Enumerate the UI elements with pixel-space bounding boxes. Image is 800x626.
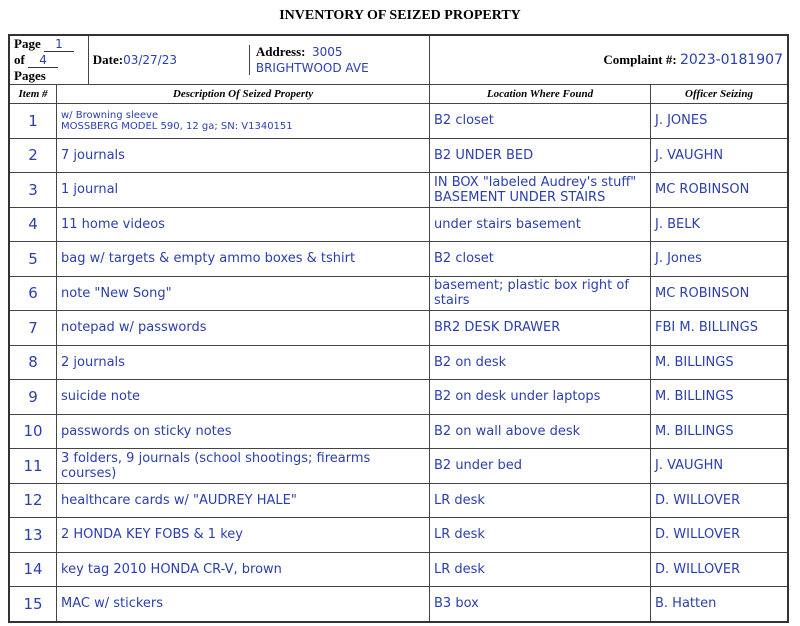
date-address-field — [88, 35, 429, 85]
officer: FBI M. BILLINGS — [651, 311, 789, 346]
table-row — [9, 380, 788, 415]
location: LR desk — [430, 518, 651, 553]
table-row — [9, 518, 788, 553]
complaint-field — [430, 35, 789, 85]
address-label: Address: — [255, 44, 306, 59]
table-row — [9, 311, 788, 346]
page-label: Page — [14, 36, 41, 51]
item-number: 4 — [9, 207, 57, 242]
officer: D. WILLOVER — [651, 483, 789, 518]
officer: J. VAUGHN — [651, 138, 789, 173]
date-value: 03/27/23 — [123, 53, 177, 67]
address-value: 3005 BRIGHTWOOD AVE — [255, 45, 369, 75]
description: 2 HONDA KEY FOBS & 1 key — [57, 518, 430, 553]
item-number: 8 — [9, 345, 57, 380]
of-label: of — [14, 52, 25, 67]
description: healthcare cards w/ "AUDREY HALE" — [57, 483, 430, 518]
item-number: 5 — [9, 242, 57, 277]
officer: J. Jones — [651, 242, 789, 277]
date-label: Date: — [92, 52, 124, 67]
table-row — [9, 173, 788, 208]
location: B2 under bed — [430, 449, 651, 484]
description-note: w/ Browning sleeve — [61, 109, 159, 121]
form-title: INVENTORY OF SEIZED PROPERTY — [279, 8, 521, 23]
item-number: 11 — [9, 449, 57, 484]
officer: J. BELK — [651, 207, 789, 242]
officer: M. BILLINGS — [651, 414, 789, 449]
location: B3 box — [430, 587, 651, 622]
location: LR desk — [430, 483, 651, 518]
item-number: 12 — [9, 483, 57, 518]
table-row — [9, 104, 788, 139]
officer: MC ROBINSON — [651, 276, 789, 311]
description: 2 journals — [57, 345, 430, 380]
description: passwords on sticky notes — [57, 414, 430, 449]
item-number: 1 — [9, 104, 57, 139]
location: basement; plastic box right of stairs — [430, 276, 651, 311]
item-number: 2 — [9, 138, 57, 173]
description: key tag 2010 HONDA CR-V, brown — [57, 552, 430, 587]
description: suicide note — [57, 380, 430, 415]
pages-label: Pages — [14, 68, 46, 83]
complaint-label: Complaint #: — [603, 52, 677, 67]
total-pages: 4 — [28, 53, 58, 68]
item-number: 14 — [9, 552, 57, 587]
location: B2 on wall above desk — [430, 414, 651, 449]
table-row — [9, 242, 788, 277]
table-row — [9, 587, 788, 622]
complaint-value: 2023-0181907 — [679, 52, 783, 68]
description: MAC w/ stickers — [57, 587, 430, 622]
description — [57, 104, 430, 139]
officer: D. WILLOVER — [651, 518, 789, 553]
description: 1 journal — [57, 173, 430, 208]
officer: MC ROBINSON — [651, 173, 789, 208]
officer: M. BILLINGS — [651, 345, 789, 380]
page-number: 1 — [44, 37, 74, 52]
item-number: 9 — [9, 380, 57, 415]
location: B2 on desk — [430, 345, 651, 380]
location: BR2 DESK DRAWER — [430, 311, 651, 346]
page-field — [9, 35, 88, 85]
description: notepad w/ passwords — [57, 311, 430, 346]
officer: J. VAUGHN — [651, 449, 789, 484]
column-headers — [9, 85, 788, 104]
location: LR desk — [430, 552, 651, 587]
table-row — [9, 414, 788, 449]
location: under stairs basement — [430, 207, 651, 242]
table-row — [9, 552, 788, 587]
col-description: Description Of Seized Property — [57, 85, 430, 104]
description-text: MOSSBERG MODEL 590, 12 ga; SN: V1340151 — [61, 120, 293, 132]
location: B2 UNDER BED — [430, 138, 651, 173]
description: 7 journals — [57, 138, 430, 173]
form-header — [9, 35, 788, 85]
inventory-table — [8, 34, 789, 623]
table-row — [9, 449, 788, 484]
location: B2 on desk under laptops — [430, 380, 651, 415]
table-row — [9, 207, 788, 242]
table-row — [9, 483, 788, 518]
officer: B. Hatten — [651, 587, 789, 622]
officer: M. BILLINGS — [651, 380, 789, 415]
item-number: 6 — [9, 276, 57, 311]
description: 3 folders, 9 journals (school shootings; firearms courses) — [57, 449, 430, 484]
description: note "New Song" — [57, 276, 430, 311]
item-number: 13 — [9, 518, 57, 553]
location: B2 closet — [430, 104, 651, 139]
col-location: Location Where Found — [430, 85, 651, 104]
table-row — [9, 276, 788, 311]
location: B2 closet — [430, 242, 651, 277]
item-number: 10 — [9, 414, 57, 449]
col-item: Item # — [9, 85, 57, 104]
item-number: 7 — [9, 311, 57, 346]
item-number: 3 — [9, 173, 57, 208]
description: 11 home videos — [57, 207, 430, 242]
table-row — [9, 138, 788, 173]
description: bag w/ targets & empty ammo boxes & tshirt — [57, 242, 430, 277]
col-officer: Officer Seizing — [651, 85, 789, 104]
table-row — [9, 345, 788, 380]
officer: J. JONES — [651, 104, 789, 139]
item-number: 15 — [9, 587, 57, 622]
officer: D. WILLOVER — [651, 552, 789, 587]
location: IN BOX "labeled Audrey's stuff" BASEMENT UNDER STAIRS — [430, 173, 651, 208]
